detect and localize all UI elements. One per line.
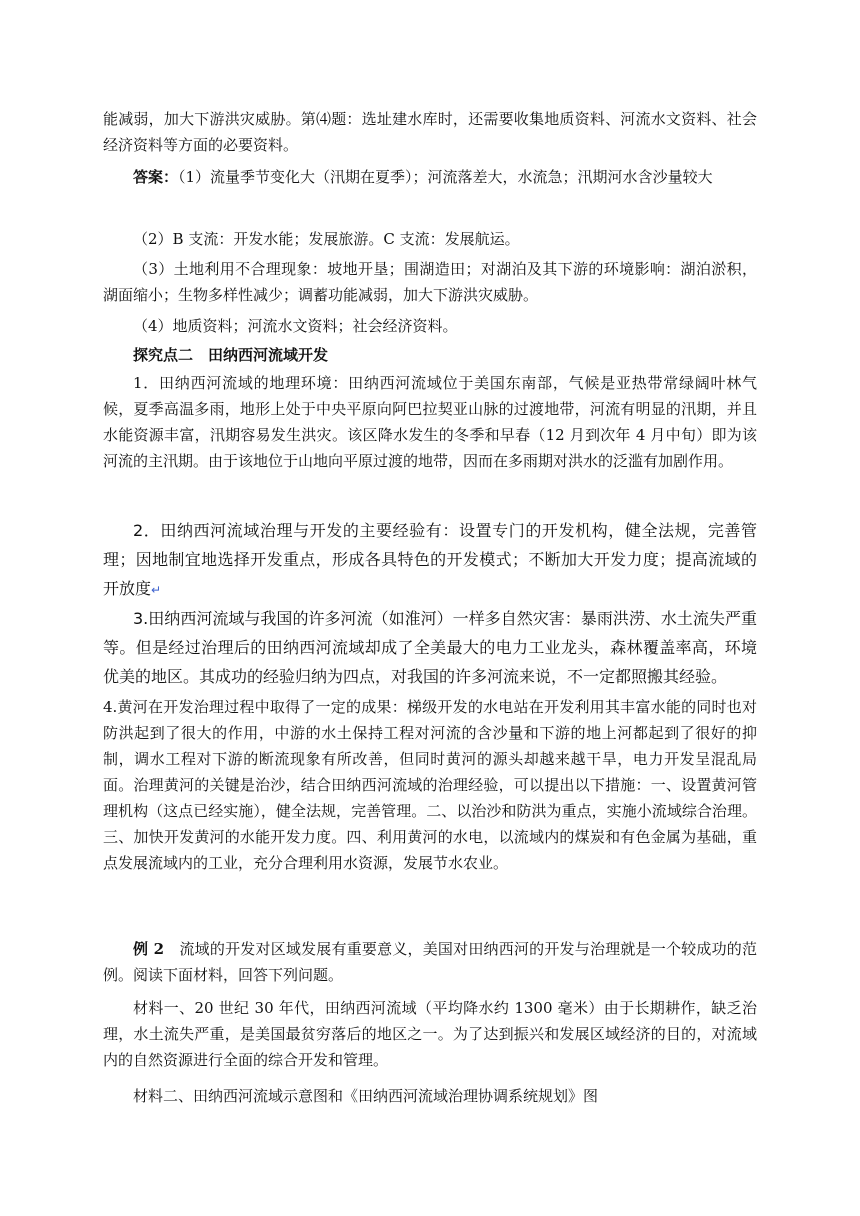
item-1-paragraph: [103, 370, 757, 474]
paragraph-return-icon: ↵: [151, 583, 162, 597]
section-heading-text: 探究点二 田纳西河流域开发: [133, 346, 329, 364]
example-2-paragraph: [103, 936, 757, 988]
answer-paragraph-3: [103, 256, 757, 308]
paragraph-continuation: [103, 106, 757, 158]
item-4-text: 4.黄河在开发治理过程中取得了一定的成果：梯级开发的水电站在开发利用其丰富水能的同时也对防洪起到了很大的作用，中游的水土保持工程对河流的含沙量和下游的地上河都起到了很好的抑制，调水工程对下游的断流现象有所改善，但同时黄河的源头却越来越干旱，电力开发呈混乱局面。治理黄河的关键是治沙，结合田纳西河流域的治理经验，可以提出以下措施：一、设置黄河管理机构（这点已经实施），健全法规，完善管理。二、以治沙和防洪为重点，实施小流域综合治理。三、加快开发黄河的水能开发力度。四、利用黄河的水电，以流域内的煤炭和有色金属为基础，重点发展流域内的工业，充分合理利用水资源，发展节水农业。: [103, 698, 757, 872]
answer-paragraph-1: [103, 164, 757, 190]
answer-text-3: （3）土地利用不合理现象：坡地开垦；围湖造田；对湖泊及其下游的环境影响：湖泊淤积，湖面缩小；生物多样性减少；调蓄功能减弱，加大下游洪灾威胁。: [103, 260, 757, 304]
section-heading: [103, 342, 757, 368]
item-2-paragraph: [103, 516, 757, 605]
item-3-paragraph: [103, 604, 757, 691]
example-text: 流域的开发对区域发展有重要意义，美国对田纳西河的开发与治理就是一个较成功的范例。阅读下面材料，回答下列问题。: [103, 940, 757, 984]
material-1-paragraph: [103, 995, 757, 1073]
example-label: 例 2: [133, 940, 165, 958]
answer-text-2: （2）B 支流：开发水能；发展旅游。C 支流：发展航运。: [133, 230, 520, 248]
paragraph-text: 能减弱，加大下游洪灾威胁。第⑷题：选址建水库时，还需要收集地质资料、河流水文资料、社会经济资料等方面的必要资料。: [103, 110, 757, 154]
item-1-text: 1．田纳西河流域的地理环境：田纳西河流域位于美国东南部，气候是亚热带常绿阔叶林气候，夏季高温多雨，地形上处于中央平原向阿巴拉契亚山脉的过渡地带，河流有明显的汛期，并且水能资源丰富，汛期容易发生洪灾。该区降水发生的冬季和早春（12 月到次年 4 月中旬）即为该河流的主汛期。由于该地位于山地向平原过渡的地带，因而在多雨期对洪水的泛滥有加剧作用。: [103, 374, 757, 470]
answer-paragraph-2: [103, 226, 757, 252]
item-4-paragraph: [103, 694, 757, 876]
material-2-paragraph: [103, 1083, 757, 1109]
answer-text-4: （4）地质资料；河流水文资料；社会经济资料。: [133, 317, 458, 335]
material-1-text: 材料一、20 世纪 30 年代，田纳西河流域（平均降水约 1300 毫米）由于长期耕作，缺乏治理，水土流失严重，是美国最贫穷落后的地区之一。为了达到振兴和发展区域经济的目的，对流域内的自然资源进行全面的综合开发和管理。: [103, 999, 757, 1069]
item-2-text: 2．田纳西河流域治理与开发的主要经验有：设置专门的开发机构，健全法规，完善管理；因地制宜地选择开发重点，形成各具特色的开发模式；不断加大开发力度；提高流域的开放度: [103, 521, 757, 598]
answer-paragraph-4: [103, 313, 757, 339]
answer-text-1: （1）流量季节变化大（汛期在夏季）；河流落差大，水流急；汛期河水含沙量较大: [178, 168, 713, 186]
item-3-text: 3.田纳西河流域与我国的许多河流（如淮河）一样多自然灾害：暴雨洪涝、水土流失严重等。但是经过治理后的田纳西河流域却成了全美最大的电力工业龙头，森林覆盖率高，环境优美的地区。其成功的经验归纳为四点，对我国的许多河流来说，不一定都照搬其经验。: [103, 609, 757, 686]
answer-label: 答案：: [133, 168, 179, 186]
material-2-text: 材料二、田纳西河流域示意图和《田纳西河流域治理协调系统规划》图: [133, 1087, 599, 1105]
